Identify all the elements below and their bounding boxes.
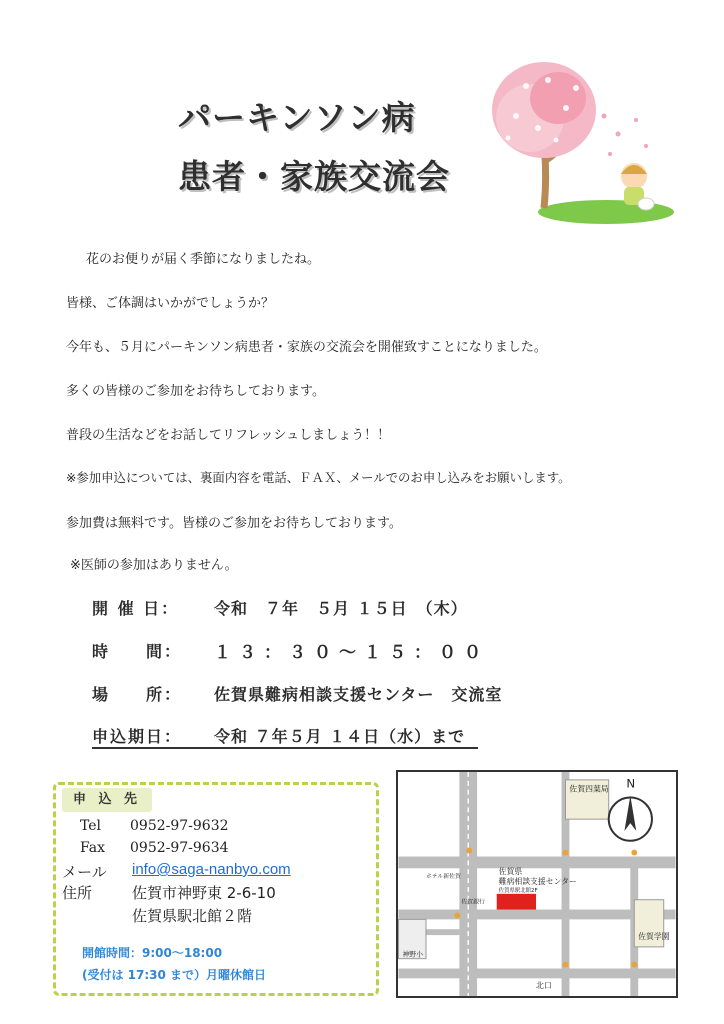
- deadline-underline: [92, 747, 478, 749]
- intro-wellbeing: 皆様、ご体調はいかがでしょうか？: [66, 296, 275, 311]
- map-label-gakuen: 佐賀学園: [638, 932, 670, 942]
- opening-hours: 開館時間：9:00〜18:00: [82, 946, 223, 960]
- mail-label: メール: [62, 863, 107, 881]
- map-label-kita: 北口: [536, 981, 552, 991]
- place-label: 場 所：: [92, 685, 183, 704]
- map-label-bank: 佐賀銀行: [461, 899, 485, 906]
- email-link[interactable]: info@saga-nanbyo.com: [132, 861, 291, 878]
- intro-greeting: 花のお便りが届く季節になりましたね。: [86, 252, 321, 267]
- map-label-hotel: ホテル新佐賀: [425, 874, 461, 881]
- intro-invitation: 多くの皆様のご参加をお待ちしております。: [66, 384, 325, 399]
- map-label-center-1: 佐賀県: [498, 867, 523, 877]
- intro-announcement: 今年も、５月にパーキンソン病患者・家族の交流会を開催致すことになりました。: [66, 340, 547, 355]
- contact-heading: 申 込 先: [62, 788, 152, 812]
- fee-note: 参加費は無料です。皆様のご参加をお待ちしております。: [66, 516, 402, 531]
- time-label: 時 間：: [92, 642, 183, 661]
- map-label-center-2: 難病相談支援センター: [498, 877, 577, 886]
- address-line-2: 佐賀県駅北館２階: [132, 907, 253, 925]
- address-line-1: 佐賀市神野東 2-6-10: [132, 884, 276, 902]
- tel-label: Tel: [80, 818, 102, 834]
- map-label-center-3: 佐賀県駅北館2F: [498, 887, 538, 894]
- map-label-pharmacy: 佐賀四葉局: [569, 784, 609, 794]
- deadline-label: 申込期日：: [92, 727, 183, 746]
- doctor-note: ※医師の参加はありません。: [70, 558, 238, 573]
- time-value: １３：３０〜１５：００: [214, 643, 489, 663]
- date-label: 開 催 日：: [92, 599, 180, 618]
- map-drawing: [398, 772, 676, 996]
- intro-refresh: 普段の生活などをお話してリフレッシュしましょう！！: [66, 428, 391, 443]
- tel-value: 0952-97-9632: [130, 818, 229, 834]
- title-line-2: 患者・家族交流会: [178, 157, 450, 196]
- application-note: ※参加申込については、裏面内容を電話、ＦＡＸ、メールでのお申し込みをお願いします。: [66, 470, 571, 485]
- map-label-shinno: 神野小: [402, 950, 423, 959]
- date-value: 令和 ７年 ５月 １５日 （木）: [214, 599, 468, 618]
- address-label: 住所: [62, 884, 93, 902]
- center-marker: [497, 894, 536, 910]
- cherry-tree-illustration: [486, 58, 686, 238]
- deadline-value: 令和 ７年５月 １４日（水）まで: [214, 727, 466, 746]
- fax-label: Fax: [80, 840, 106, 856]
- access-map: [396, 770, 678, 998]
- place-value: 佐賀県難病相談支援センター 交流室: [214, 685, 503, 704]
- map-label-north: N: [626, 776, 636, 791]
- title-line-1: パーキンソン病: [178, 98, 416, 137]
- reception-note: (受付は 17:30 まで）月曜休館日: [82, 968, 267, 982]
- fax-value: 0952-97-9634: [130, 840, 229, 856]
